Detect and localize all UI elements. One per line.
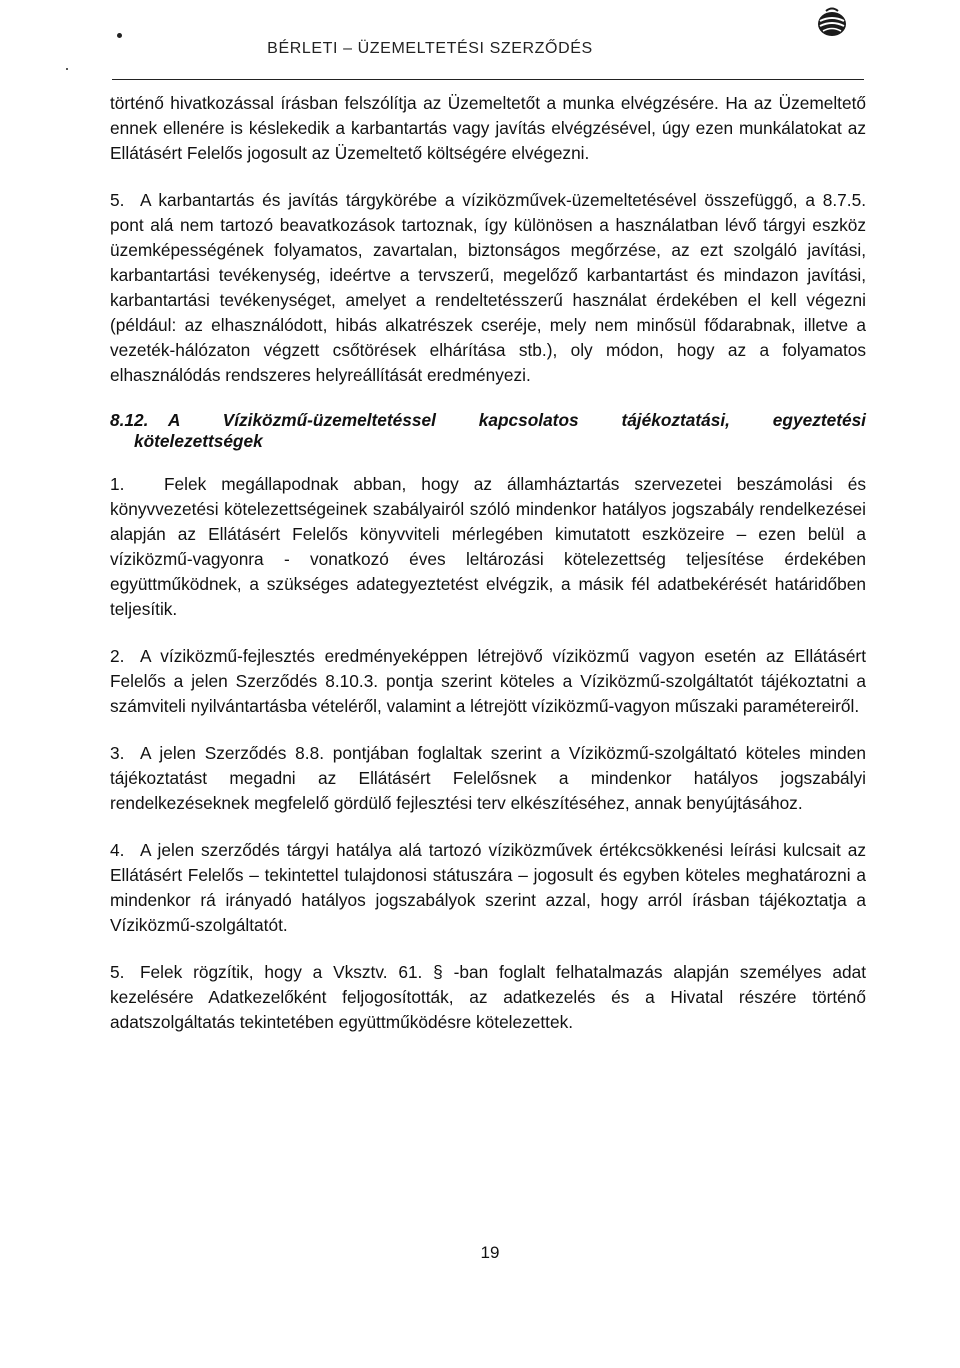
paragraph-5 bbox=[110, 188, 866, 388]
paragraph-number: 5. bbox=[110, 190, 125, 210]
item-number: 1. bbox=[110, 474, 125, 494]
list-item bbox=[110, 741, 866, 816]
item-number: 3. bbox=[110, 743, 125, 763]
section-heading bbox=[110, 410, 866, 431]
item-text: A víziközmű-fejlesztés eredményeképpen létrejövő víziközmű vagyon esetén az Ellátásért Felelős a jelen Szerződés 8.10.3. pontja szerint köteles a Víziközmű-szolgáltatót tájékoztatni a számviteli nyilvántartásba vételéről, valamint a létrejött víziközmű-vagyon műszaki paramétereiről. bbox=[110, 646, 866, 716]
list-item bbox=[110, 838, 866, 938]
item-number: 5. bbox=[110, 962, 125, 982]
company-logo-icon bbox=[815, 4, 849, 38]
scan-speck bbox=[66, 68, 68, 70]
scan-speck bbox=[117, 33, 122, 38]
page-number: 19 bbox=[480, 1243, 500, 1262]
section-title: A Víziközmű-üzemeltetéssel kapcsolatos tájékoztatási, egyeztetési bbox=[168, 410, 866, 430]
item-number: 2. bbox=[110, 646, 125, 666]
item-text: A jelen szerződés tárgyi hatálya alá tartozó víziközművek értékcsökkenési leírási kulcsait az Ellátásért Felelős – tekintettel tulajdonosi státuszára – jogosult és egyben köteles meghatározni a mindenkor rá irányadó hatályos jogszabályok szerint azzal, hogy arról írásban tájékoztatja a Víziközmű-szolgáltatót. bbox=[110, 840, 866, 935]
list-item bbox=[110, 644, 866, 719]
section-number: 8.12. bbox=[110, 410, 149, 430]
item-text: A jelen Szerződés 8.8. pontjában foglaltak szerint a Víziközmű-szolgáltató köteles minden tájékoztatást megadni az Ellátásért Felelősnek a mindenkor hatályos jogszabályi rendelkezéseknek megfelelő gördülő fejlesztési terv elkészítéséhez, annak benyújtásához. bbox=[110, 743, 866, 813]
list-item bbox=[110, 472, 866, 622]
list-item bbox=[110, 960, 866, 1035]
header-title: BÉRLETI – ÜZEMELTETÉSI SZERZŐDÉS bbox=[267, 40, 593, 57]
section-title-continued: kötelezettségek bbox=[134, 431, 263, 451]
item-text: Felek megállapodnak abban, hogy az államháztartás szervezetei beszámolási és könyvvezetési kötelezettségeinek szabályairól szóló mindenkor hatályos jogszabály rendelkezései alapján az Ellátásért Felelős könyvviteli mérlegében kimutatott eszközeire – ezen belül a víziközmű-vagyonra - vonatkozó éves leltározási kötelezettség teljesítése érdekében együttműködnek, a szükséges adategyeztetést elvégzik, a másik fél adatbekérését határidőben teljesítik. bbox=[110, 474, 866, 619]
paragraph-text: A karbantartás és javítás tárgykörébe a víziközművek-üzemeltetésével összefüggő, a 8.7.5. pont alá nem tartozó beavatkozások tartoznak, így különösen a használatban lévő tárgyi eszköz üzemképességének folyamatos, zavartalan, biztonságos megőrzése, az ezt szolgáló javítási, karbantartási tevékenység, ideértve a tervszerű, megelőző karbantartást és mindazon javítási, karbantartási tevékenységet, amelyet a rendeltetésszerű használat érdekében el kell végezni (például: az elhasználódott, hibás alkatrészek cseréje, mely nem minősül fődarabnak, illetve a vezeték-hálózaton végzett csőtörések elhárítása stb.), oly módon, hogy az a folyamatos elhasználódás rendszeres helyreállítását eredményezi. bbox=[110, 190, 866, 385]
paragraph-continuation: történő hivatkozással írásban felszólítja az Üzemeltetőt a munka elvégzésére. Ha az Üzemeltető ennek ellenére is késlekedik a karbantartás vagy javítás elvégzésével, úgy ezen munkálatokat az Ellátásért Felelős jogosult az Üzemeltető költségére elvégezni. bbox=[110, 93, 866, 163]
item-number: 4. bbox=[110, 840, 125, 860]
document-body bbox=[110, 91, 866, 1035]
header-divider bbox=[112, 79, 864, 80]
item-text: Felek rögzítik, hogy a Vksztv. 61. § -ban foglalt felhatalmazás alapján személyes adat kezelésére Adatkezelőként feljogosították, az adatkezelés és a Hivatal részére történő adatszolgáltatás tekintetében együttműködésre kötelezettek. bbox=[110, 962, 866, 1032]
